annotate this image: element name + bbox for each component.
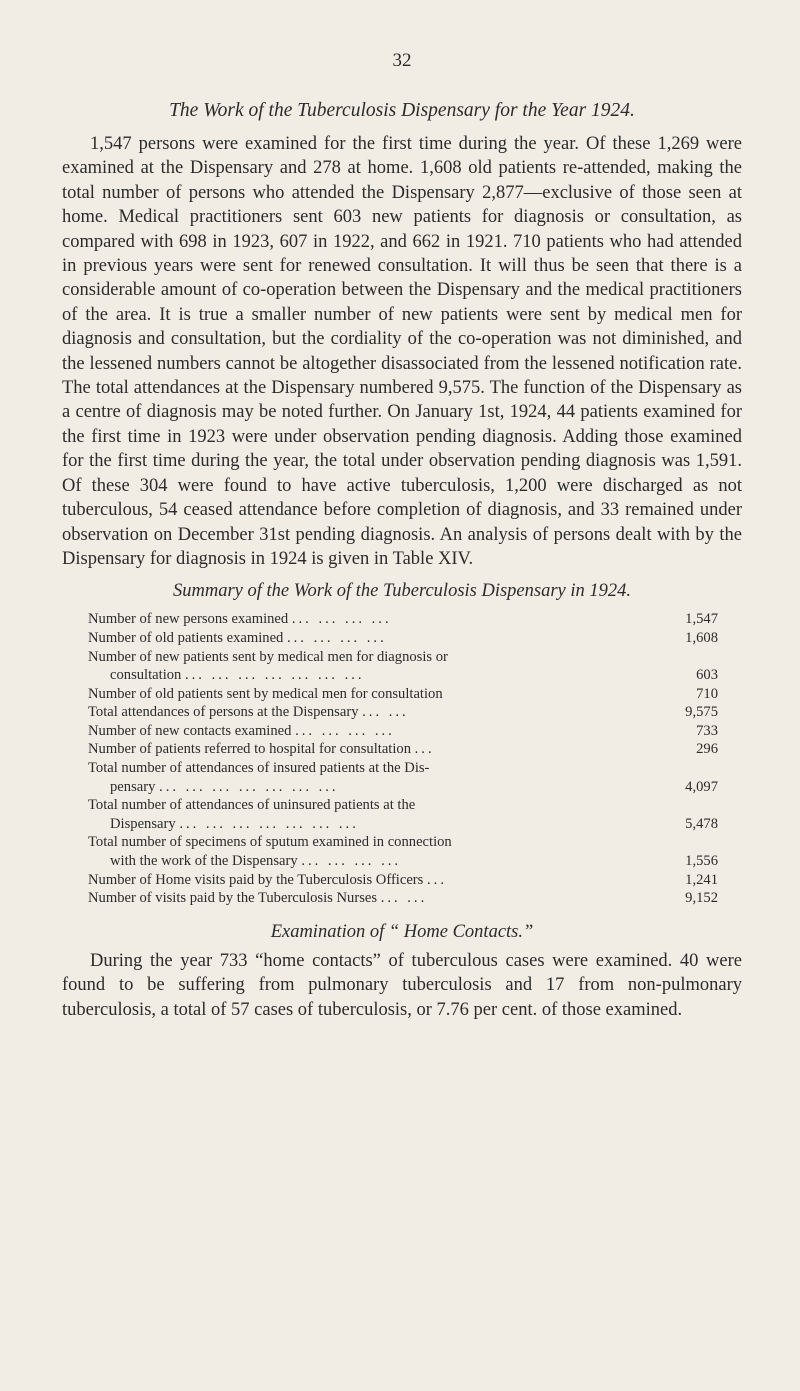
summary-title: Summary of the Work of the Tuberculosis Dispensary in 1924. [172, 581, 632, 602]
summary-row-value: 5,478 [685, 815, 718, 832]
leader-dots: ... ... ... ... [295, 722, 395, 739]
home-contacts-paragraph: During the year 733 “home contacts” of tuberculous cases were examined. 40 were found to be suffering from pulmonary tuberculosis and 17 from non-pulmonary tuberculosis, a total of 57 cases of tuberculosis, or 7.76 per cent. of those examined. [62, 950, 742, 1020]
summary-row-label-continued: consultation [110, 667, 182, 684]
summary-row-value: 1,608 [685, 629, 718, 646]
dispensary-work-paragraph: 1,547 persons were examined for the first time during the year. Of these 1,269 were examined at the Dispensary and 278 at home. 1,608 old patients re-attended, making the total number of persons who attended the Dispensary 2,877—exclusive of those seen at home. Medical practitioners sent 603 new patients for diagnosis or consultation, as compared with 698 in 1923, 607 in 1922, and 662 in 1921. 710 patients who had attended in previous years were sent for renewed consultation. It will thus be seen that there is a considerable amount of co-operation between the Dispensary and the medical practitioners of the area. It is true a smaller number of new patients were sent by medical men for diagnosis and consultation, but the cordiality of the co-operation was not diminished, and the lessened numbers cannot be altogether disassociated from the lessened notification rate. The total attendances at the Dispensary numbered 9,575. The function of the Dispensary as a centre of diagnosis may be noted further. On January 1st, 1924, 44 patients examined for the first time in 1923 were under observation pending diagnosis. Adding those examined for the first time during the year, the total under observation pending diagnosis was 1,591. Of these 304 were found to have active tuberculosis, 1,200 were discharged as not tuberculous, 54 ceased attendance before completion of diagnosis, and 33 remained under observation on December 31st pending diagnosis. An analysis of persons dealt with by the Dispensary for diagnosis in 1924 is given in Table XIV. [62, 134, 742, 569]
summary-row-label: Total number of specimens of sputum examined in connection [88, 834, 452, 851]
summary-row [88, 889, 718, 908]
leader-dots: ... ... ... ... [301, 853, 402, 870]
leader-dots: ... ... ... ... [291, 611, 392, 628]
summary-row-label: Total number of attendances of insured patients at the Dis- [88, 760, 430, 777]
summary-row [88, 759, 718, 796]
summary-row [88, 871, 718, 890]
summary-table [88, 610, 718, 908]
leader-dots: ... ... [362, 704, 409, 721]
summary-row-value: 9,575 [685, 704, 718, 721]
home-contacts-title: Examination of “ Home Contacts.” [270, 921, 534, 942]
summary-row-label: Number of old patients examined [88, 629, 284, 646]
summary-row [88, 648, 718, 685]
summary-row-label: Number of new patients sent by medical men for diagnosis or [88, 648, 448, 665]
leader-dots: ... ... [380, 890, 428, 907]
leader-dots: ... ... ... ... ... ... ... [179, 815, 359, 832]
summary-row-value: 710 [696, 685, 718, 702]
summary-row-label-continued: pensary [110, 778, 156, 795]
leader-dots: ... ... ... ... [287, 629, 387, 646]
summary-row-value: 1,241 [685, 871, 718, 888]
document-page [62, 50, 742, 1022]
summary-row-value: 603 [696, 667, 718, 684]
summary-row-label: Total attendances of persons at the Dispensary [88, 704, 359, 721]
summary-row-label-continued: with the work of the Dispensary [110, 853, 298, 870]
summary-row-value: 1,556 [685, 853, 718, 870]
leader-dots: ... ... ... ... ... ... ... [185, 667, 365, 684]
summary-row [88, 833, 718, 870]
leader-dots: ... [414, 741, 435, 758]
summary-row-value: 4,097 [685, 778, 718, 795]
leader-dots: ... ... ... ... ... ... ... [159, 778, 339, 795]
summary-row [88, 629, 718, 648]
summary-row [88, 703, 718, 722]
summary-row-label: Number of old patients sent by medical men for consultation [88, 685, 443, 702]
summary-row-value: 733 [696, 722, 718, 739]
report-heading: The Work of the Tuberculosis Dispensary for the Year 1924. [169, 100, 635, 121]
page-number: 32 [392, 50, 412, 71]
summary-row-value: 9,152 [685, 890, 718, 907]
summary-row [88, 740, 718, 759]
summary-row-value: 1,547 [685, 611, 718, 628]
summary-row-label: Number of Home visits paid by the Tuberculosis Officers [88, 871, 424, 888]
summary-row [88, 796, 718, 833]
summary-row-label: Number of new persons examined [88, 611, 289, 628]
summary-row-value: 296 [696, 741, 718, 758]
leader-dots: ... [427, 871, 447, 888]
summary-row [88, 610, 718, 629]
summary-row-label: Number of new contacts examined [88, 722, 292, 739]
summary-row-label-continued: Dispensary [110, 815, 176, 832]
summary-row-label: Number of patients referred to hospital for consultation [88, 741, 411, 758]
summary-row-label: Number of visits paid by the Tuberculosis Nurses [88, 890, 378, 907]
summary-row [88, 685, 718, 704]
summary-row [88, 722, 718, 741]
summary-row-label: Total number of attendances of uninsured patients at the [88, 797, 416, 814]
